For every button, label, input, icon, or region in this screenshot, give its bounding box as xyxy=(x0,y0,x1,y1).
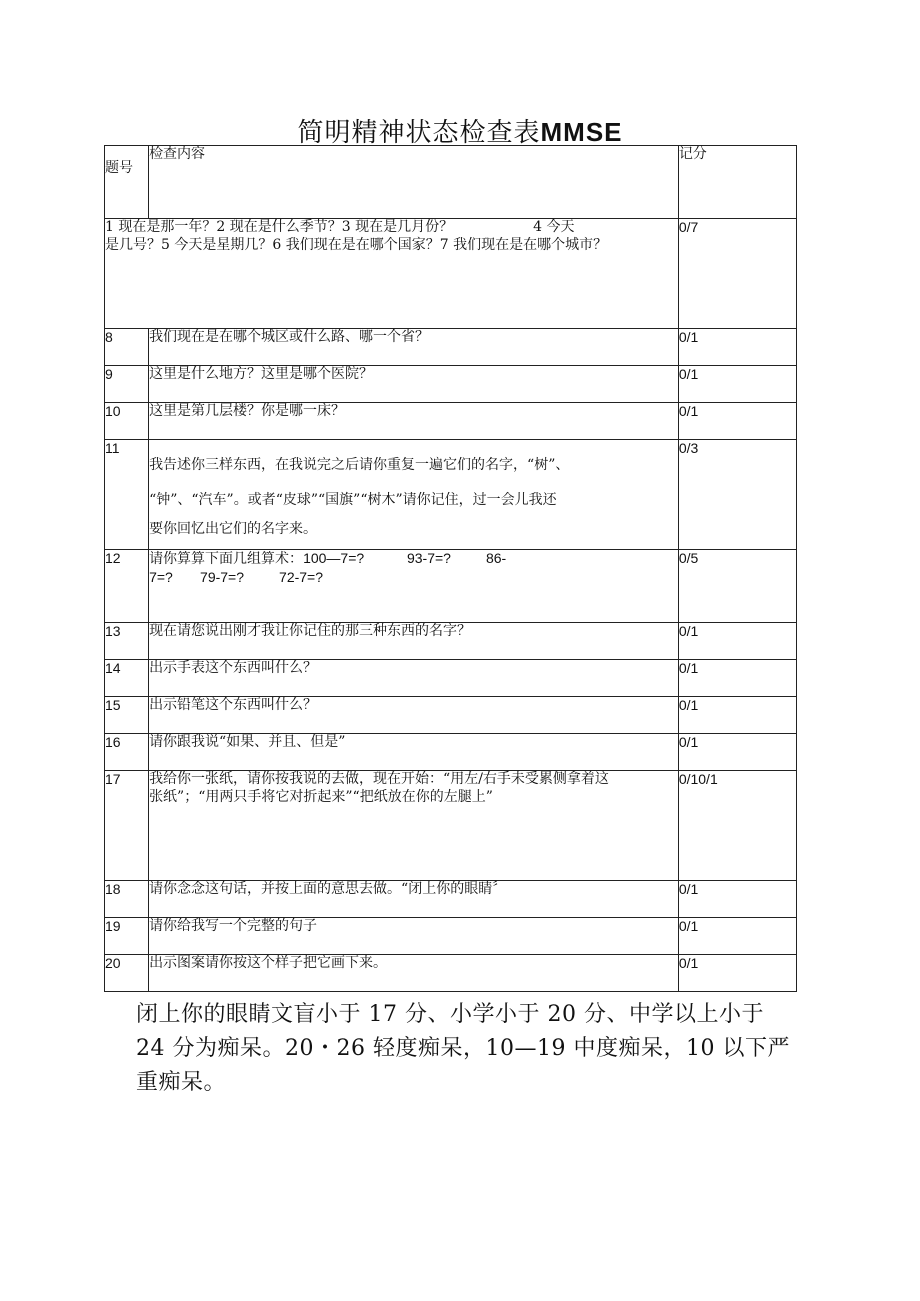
row-content: 出示手表这个东西叫什么？ xyxy=(149,660,679,697)
row-content: 出示铅笔这个东西叫什么？ xyxy=(149,697,679,734)
mmse-table xyxy=(104,145,797,992)
row12-line-1-cn: 请你算算下面几组算术： xyxy=(149,551,304,567)
score-cell: 0/5 xyxy=(678,550,796,623)
score-cell: 0/1 xyxy=(678,697,796,734)
row-number: 16 xyxy=(105,734,149,771)
table-row xyxy=(105,623,797,660)
row-number: 13 xyxy=(105,623,149,660)
row-number: 17 xyxy=(105,771,149,881)
score-cell: 0/1 xyxy=(678,955,796,992)
row11-line-2: “钟”、“汽车”。或者“皮球”“国旗”“树木”请你记住，过一会儿我还 xyxy=(149,492,557,508)
score-cell: 0/10/1 xyxy=(678,771,796,881)
row12-line-1-rest: 100—7=? 93-7=? 86- xyxy=(303,550,507,566)
row-number: 8 xyxy=(105,329,149,366)
scoring-summary: 闭上你的眼睛文盲小于 17 分、小学小于 20 分、中学以上小于 24 分为痴呆。20・26 轻度痴呆，10—19 中度痴呆，10 以下严重痴呆。 xyxy=(136,1002,790,1095)
score-cell: 0/7 xyxy=(678,219,796,329)
merged-questions-cell xyxy=(105,219,679,329)
score-cell: 0/1 xyxy=(678,623,796,660)
row-content: 这里是第几层楼？你是哪一床？ xyxy=(149,403,679,440)
header-num-cell xyxy=(105,146,149,219)
row-content: 我们现在是在哪个城区或什么路、哪一个省？ xyxy=(149,329,679,366)
page-title xyxy=(0,112,920,149)
table-row xyxy=(105,955,797,992)
merged-line-2: 是几号？5 今天是星期几？6 我们现在是在哪个国家？7 我们现在是在哪个城市？ xyxy=(105,236,608,253)
table-row xyxy=(105,660,797,697)
table-row-1-7 xyxy=(105,219,797,329)
header-content: 检查内容 xyxy=(149,146,679,219)
row-number: 9 xyxy=(105,366,149,403)
table-row xyxy=(105,329,797,366)
row-content xyxy=(149,440,679,550)
score-cell: 0/1 xyxy=(678,734,796,771)
row-content xyxy=(149,771,679,881)
merged-line-1: 1 现在是那一年？2 现在是什么季节？3 现在是几月份？ 4 今天 xyxy=(105,219,575,235)
table-row-11 xyxy=(105,440,797,550)
score-cell: 0/1 xyxy=(678,366,796,403)
row-number: 15 xyxy=(105,697,149,734)
score-cell: 0/1 xyxy=(678,660,796,697)
table-row xyxy=(105,734,797,771)
row-content: 现在请您说出刚才我让你记住的那三种东西的名字？ xyxy=(149,623,679,660)
title-cn: 简明精神状态检查表 xyxy=(297,118,541,148)
row-number: 20 xyxy=(105,955,149,992)
table-row xyxy=(105,697,797,734)
row11-line-1: 我告述你三样东西，在我说完之后请你重复一遍它们的名字，“树”、 xyxy=(149,457,570,473)
table-row xyxy=(105,918,797,955)
row-content: 出示图案请你按这个样子把它画下来。 xyxy=(149,955,679,992)
score-cell: 0/3 xyxy=(678,440,796,550)
score-cell: 0/1 xyxy=(678,881,796,918)
row17-line-2: 张纸”；“用两只手将它对折起来”“把纸放在你的左腿上” xyxy=(149,788,493,805)
header-num: 题号 xyxy=(105,160,133,176)
row-number: 10 xyxy=(105,403,149,440)
title-latin: MMSE xyxy=(540,117,623,147)
row-content: 请你跟我说“如果、并且、但是” xyxy=(149,734,679,771)
row-number: 18 xyxy=(105,881,149,918)
score-cell: 0/1 xyxy=(678,329,796,366)
row-number: 19 xyxy=(105,918,149,955)
table-row xyxy=(105,881,797,918)
row-number: 12 xyxy=(105,550,149,623)
row-content: 这里是什么地方？这里是哪个医院？ xyxy=(149,366,679,403)
table-row-17 xyxy=(105,771,797,881)
row11-line-3: 要你回忆出它们的名字来。 xyxy=(149,521,318,537)
table-row xyxy=(105,403,797,440)
row-content: 请你念念这句话，并按上面的意思去做。“闭上你的眼睛〞 xyxy=(149,881,679,918)
header-score: 记分 xyxy=(678,146,796,219)
row-content: 请你给我写一个完整的句子 xyxy=(149,918,679,955)
table-row xyxy=(105,366,797,403)
row-content xyxy=(149,550,679,623)
table-header-row xyxy=(105,146,797,219)
row17-line-1: 我给你一张纸，请你按我说的去做，现在开始：“用左/右手未受累侧拿着这 xyxy=(149,771,609,787)
row12-line-2: 7=? 79-7=? 72-7=? xyxy=(149,568,324,585)
row12-line-1 xyxy=(149,550,678,569)
row-number: 14 xyxy=(105,660,149,697)
score-cell: 0/1 xyxy=(678,918,796,955)
score-cell: 0/1 xyxy=(678,403,796,440)
table-row-12 xyxy=(105,550,797,623)
row-number: 11 xyxy=(105,440,149,550)
